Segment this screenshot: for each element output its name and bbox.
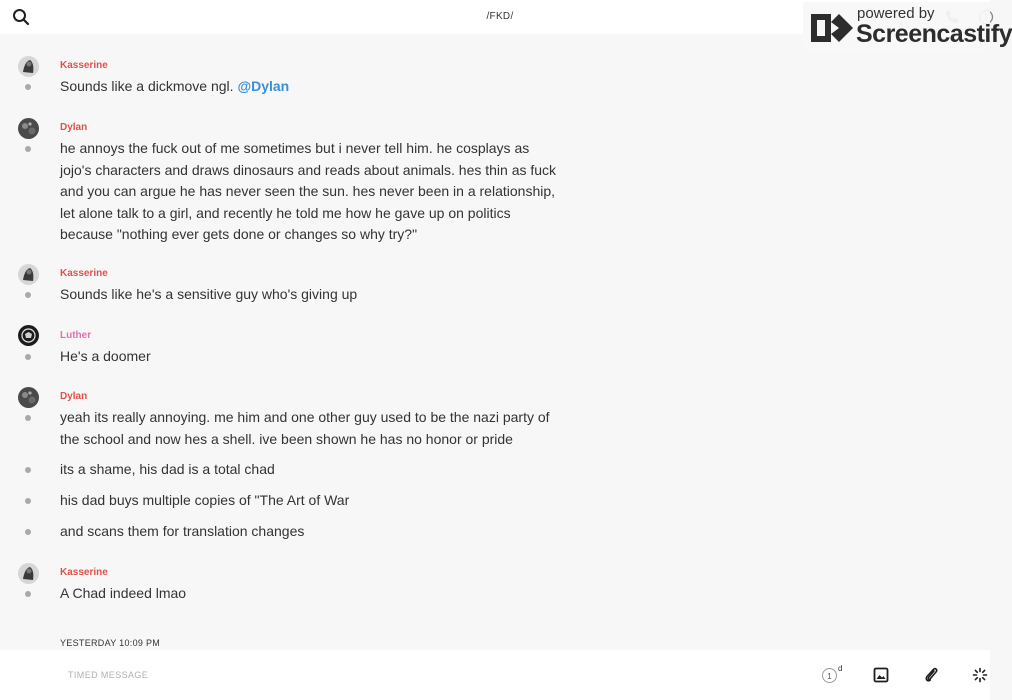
paperclip-icon[interactable] (923, 666, 939, 684)
avatar-dylan[interactable] (18, 387, 39, 408)
image-icon[interactable] (873, 667, 889, 683)
sender-name[interactable]: Kasserine (60, 60, 108, 71)
sender-name[interactable]: Luther (60, 330, 92, 341)
message-text: Sounds like he's a sensitive guy who's giving up (60, 286, 358, 302)
timestamp: YESTERDAY 10:09 PM (60, 638, 161, 648)
watermark-brand: Screencastify (856, 20, 1012, 48)
message-text: and scans them for translation changes (60, 523, 305, 539)
watermark-powered-by: powered by (857, 5, 935, 22)
message-bullet (25, 84, 31, 90)
timer-unit: d (838, 664, 843, 673)
timer-icon[interactable] (820, 664, 846, 686)
message-text: A Chad indeed lmao (60, 585, 187, 601)
burst-icon[interactable] (972, 667, 988, 683)
message-bullet (25, 146, 31, 152)
message-bullet (25, 591, 31, 597)
message-bullet (25, 529, 31, 535)
message-list (0, 34, 990, 650)
message-text: its a shame, his dad is a total chad (60, 461, 275, 477)
timer-value: 1 (822, 668, 837, 683)
message-bullet (25, 498, 31, 504)
avatar-luther[interactable] (18, 325, 39, 346)
avatar-dylan[interactable] (18, 118, 39, 139)
composer-bar (0, 650, 990, 700)
mention-link[interactable]: @Dylan (237, 78, 290, 94)
message-bullet (25, 354, 31, 360)
sender-name[interactable]: Kasserine (60, 567, 108, 578)
message-text: yeah its really annoying. me him and one other guy used to be the nazi party of the school and now hes a shell. ive been shown he has no honor or pride (60, 409, 550, 447)
message-text: his dad buys multiple copies of "The Art of War (60, 492, 350, 508)
avatar-kasserine[interactable] (18, 563, 39, 584)
sender-name[interactable]: Kasserine (60, 268, 108, 279)
message-text: he annoys the fuck out of me sometimes but i never tell him. he cosplays as jojo's characters and draws dinosaurs and reads about animals. hes thin as fuck and you can argue he has never seen the sun. hes never been in a relationship, let alone talk to a girl, and recently he told me how he gave up on politics because "nothing ever gets done or changes so why try?" (60, 140, 557, 242)
thread-title: /FKD/ (486, 11, 514, 22)
message-text: He's a doomer (60, 348, 151, 364)
message-bullet (25, 292, 31, 298)
sender-name[interactable]: Dylan (60, 122, 88, 133)
message-bullet (25, 467, 31, 473)
timed-message-input[interactable] (60, 666, 776, 684)
avatar-kasserine[interactable] (18, 56, 39, 77)
message-bullet (25, 415, 31, 421)
message-text: Sounds like a dickmove ngl. @Dylan (60, 78, 290, 94)
avatar-kasserine[interactable] (18, 264, 39, 285)
sender-name[interactable]: Dylan (60, 391, 88, 402)
